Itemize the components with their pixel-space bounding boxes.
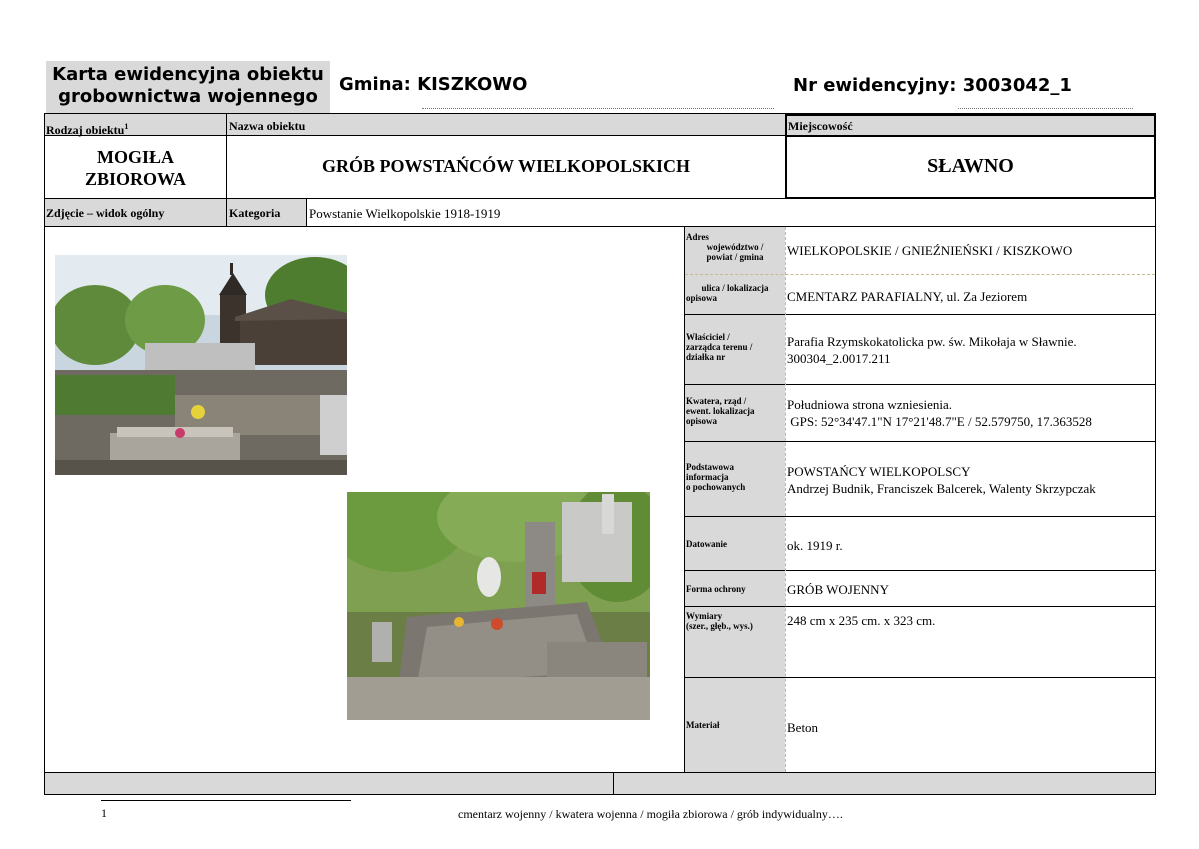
details-label-column-bg: [685, 227, 785, 772]
grid-line: [785, 135, 1156, 137]
miejscowosc-value: SŁAWNO: [927, 155, 1014, 177]
forma-ochrony-value: GRÓB WOJENNY: [787, 582, 889, 597]
header-row-bg: [45, 114, 785, 135]
rodzaj-value: [45, 146, 226, 190]
footnote-number: 1: [101, 806, 107, 820]
nazwa-value: GRÓB POWSTAŃCÓW WIELKOPOLSKICH: [321, 156, 691, 176]
wlasciciel-label: Właściciel / zarządca terenu / działka nr: [686, 332, 753, 362]
zdjecie-label: Zdjęcie – widok ogólny: [46, 206, 165, 220]
grid-line: [44, 772, 1156, 773]
gmina: [339, 74, 527, 95]
ulica-value: CMENTARZ PARAFIALNY, ul. Za Jeziorem: [787, 289, 1028, 304]
kwatera-value: Południowa strona wzniesienia. GPS: 52°34'47.1"N 17°21'48.7"E / 52.579750, 17.363528: [787, 397, 1092, 429]
grid-line: [684, 226, 685, 772]
nazwa-label: Nazwa obiektu: [229, 119, 306, 133]
podstawowa-label: Podstawowa informacja o pochowanych: [686, 462, 746, 492]
datowanie-value: ok. 1919 r.: [787, 538, 843, 553]
datowanie-label: Datowanie: [686, 539, 727, 549]
material-label: Materiał: [686, 720, 720, 730]
wymiary-label: Wymiary (szer., głęb., wys.): [686, 611, 753, 631]
podstawowa-value: POWSTAŃCY WIELKOPOLSCY Andrzej Budnik, Franciszek Balcerek, Walenty Skrzypczak: [787, 464, 1096, 496]
rodzaj-value-line2: ZBIOROWA: [84, 169, 187, 189]
adres-label: Adres województwo / powiat / gmina: [686, 232, 764, 262]
miejscowosc-label: Miejscowość: [788, 119, 853, 133]
grid-line: [685, 606, 1156, 607]
rodzaj-value-line1: MOGIŁA: [96, 147, 174, 167]
nr-ewidencyjny: [793, 75, 1072, 96]
kwatera-label: Kwatera, rząd / ewent. lokalizacja opisowa: [686, 396, 755, 426]
wymiary-value: 248 cm x 235 cm. x 323 cm.: [787, 613, 936, 628]
bottom-row-bg: [45, 772, 1155, 794]
wlasciciel-value: Parafia Rzymskokatolicka pw. św. Mikołaja w Sławnie. 300304_2.0017.211: [787, 334, 1077, 366]
gmina-label: Gmina:: [339, 74, 411, 95]
ulica-label: ulica / lokalizacja opisowa: [686, 283, 769, 303]
card-title-line1: Karta ewidencyjna obiektu: [52, 64, 324, 85]
nr-underline: [958, 108, 1133, 109]
grid-line: [685, 384, 1156, 385]
nr-label: Nr ewidencyjny:: [793, 75, 957, 96]
grid-line: [613, 772, 614, 794]
gmina-value: KISZKOWO: [417, 74, 528, 95]
gmina-underline: [422, 108, 774, 109]
row-divider-dashed: [685, 274, 1155, 275]
photo-grave-monument: [347, 492, 650, 720]
grid-line: [685, 570, 1156, 571]
grid-line: [685, 677, 1156, 678]
grid-line: [685, 516, 1156, 517]
footnote-text: cmentarz wojenny / kwatera wojenna / mogiła zbiorowa / grób indywidualny….: [458, 807, 843, 821]
photo-cemetery-church: [55, 255, 347, 475]
nr-value: 3003042_1: [962, 75, 1072, 96]
adres-value: WIELKOPOLSKIE / GNIEŹNIEŃSKI / KISZKOWO: [787, 243, 1073, 258]
rodzaj-label: Rodzaj obiektu$^1$: [46, 122, 129, 137]
grid-line: [44, 226, 1156, 227]
card-title-line2: grobownictwa wojennego: [58, 86, 318, 107]
footnote-rule: [101, 800, 351, 801]
grid-line: [685, 441, 1156, 442]
kategoria-label: Kategoria: [229, 206, 281, 220]
card-title: [46, 61, 330, 113]
material-value: Beton: [787, 720, 819, 735]
forma-ochrony-label: Forma ochrony: [686, 584, 746, 594]
grid-line: [306, 199, 307, 226]
grid-line: [685, 314, 1156, 315]
kategoria-value: Powstanie Wielkopolskie 1918-1919: [309, 206, 501, 221]
column-divider-dashed: [785, 227, 786, 772]
